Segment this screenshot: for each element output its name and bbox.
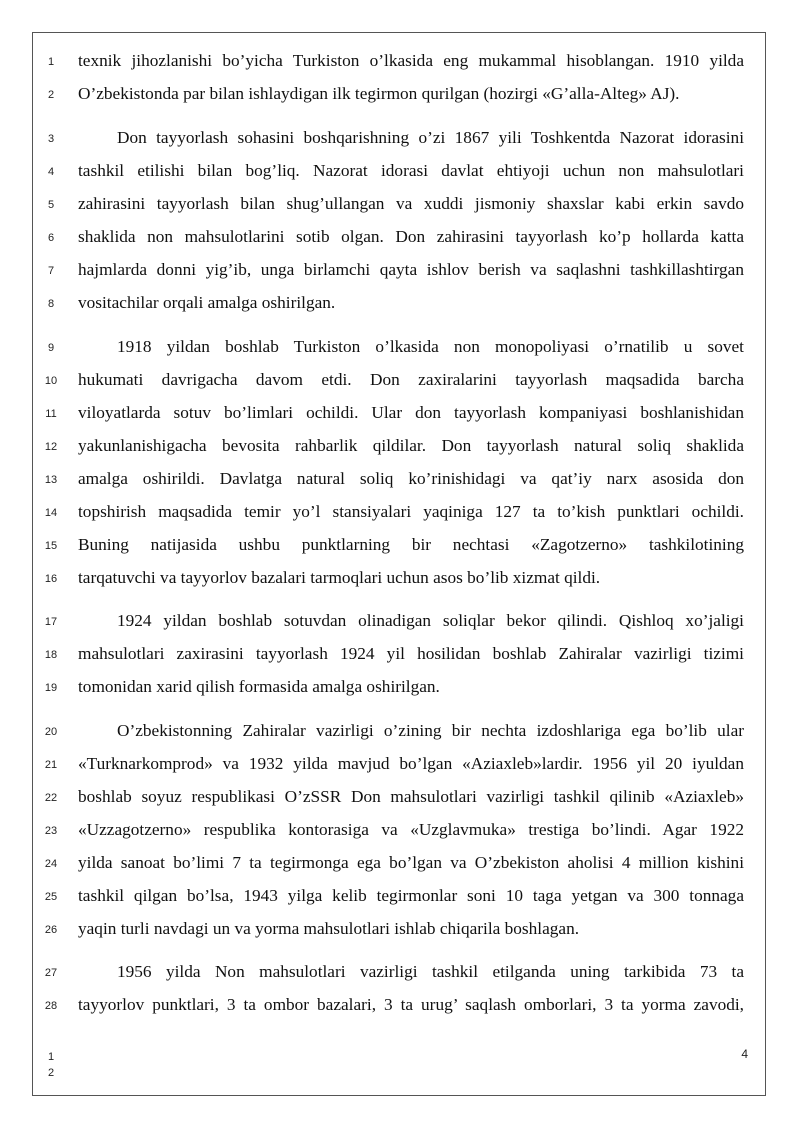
- line-number: 15: [44, 540, 58, 552]
- line-number: 19: [44, 682, 58, 694]
- text-line: 1918 yildan boshlab Turkiston o’lkasida non monopoliyasi o’rnatilib u sovet: [117, 337, 744, 356]
- line-number: 12: [44, 441, 58, 453]
- text-line: Buning natijasida ushbu punktlarning bir nechtasi «Zagotzerno» tashkilotining: [78, 535, 744, 554]
- line-number: 13: [44, 474, 58, 486]
- line-number: 23: [44, 825, 58, 837]
- line-number: 3: [47, 133, 55, 145]
- line-number: 28: [44, 1000, 58, 1012]
- page-number: 4: [741, 1047, 748, 1061]
- line-number: 16: [44, 573, 58, 585]
- text-line: hukumati davrigacha davom etdi. Don zaxiralarini tayyorlash maqsadida barcha: [78, 370, 744, 389]
- text-line: «Turknarkomprod» va 1932 yilda mavjud bo’lgan «Aziaxleb»lardir. 1956 yil 20 iyuldan: [78, 754, 744, 773]
- line-number: 24: [44, 858, 58, 870]
- text-line: Don tayyorlash sohasini boshqarishning o’zi 1867 yili Toshkentda Nazorat idorasini: [117, 128, 744, 147]
- line-number: 8: [47, 298, 55, 310]
- line-number: 1: [47, 56, 55, 68]
- text-line: amalga oshirildi. Davlatga natural soliq ko’rinishidagi va qat’iy narx asosida don: [78, 469, 744, 488]
- text-line: yakunlanishigacha bevosita rahbarlik qildilar. Don tayyorlash natural soliq shaklida: [78, 436, 744, 455]
- line-number: 6: [47, 232, 55, 244]
- text-line: tomonidan xarid qilish formasida amalga oshirilgan.: [78, 677, 440, 696]
- text-line: boshlab soyuz respublikasi O’zSSR Don mahsulotlari vazirligi tashkil qilinib «Aziaxleb»: [78, 787, 744, 806]
- text-line: texnik jihozlanishi bo’yicha Turkiston o’lkasida eng mukammal hisoblangan. 1910 yilda: [78, 51, 744, 70]
- text-line: 1956 yilda Non mahsulotlari vazirligi tashkil etilganda uning tarkibida 73 ta: [117, 962, 744, 981]
- line-number: 20: [44, 726, 58, 738]
- line-number: 9: [47, 342, 55, 354]
- line-number: 18: [44, 649, 58, 661]
- text-line: yilda sanoat bo’limi 7 ta tegirmonga ega bo’lgan va O’zbekiston aholisi 4 million kishini: [78, 853, 744, 872]
- text-line: tashkil etilishi bilan bog’liq. Nazorat idorasi davlat ehtiyoji uchun non mahsulotlari: [78, 161, 744, 180]
- line-number: 25: [44, 891, 58, 903]
- line-number: 21: [44, 759, 58, 771]
- text-line: zahirasini tayyorlash bilan shug’ullangan va xuddi jismoniy shaxslar kabi erkin savdo: [78, 194, 744, 213]
- text-line: hajmlarda donni yig’ib, unga birlamchi qayta ishlov berish va saqlashni tashkillashtirgan: [78, 260, 744, 279]
- line-number: 4: [47, 166, 55, 178]
- text-line: tayyorlov punktlari, 3 ta ombor bazalari, 3 ta urug’ saqlash omborlari, 3 ta yorma zavodi,: [78, 995, 744, 1014]
- line-number: 7: [47, 265, 55, 277]
- line-number: 26: [44, 924, 58, 936]
- text-line: «Uzzagotzerno» respublika kontorasiga va «Uzglavmuka» trestiga bo’lindi. Agar 1922: [78, 820, 744, 839]
- text-line: tarqatuvchi va tayyorlov bazalari tarmoqlari uchun asos bo’lib xizmat qildi.: [78, 568, 601, 587]
- line-number: 14: [44, 507, 58, 519]
- line-number: 27: [44, 967, 58, 979]
- text-line: vositachilar orqali amalga oshirilgan.: [78, 293, 336, 312]
- footer-line-number: 2: [47, 1067, 55, 1079]
- text-line: topshirish maqsadida temir yo’l stansiyalari yaqiniga 127 ta to’kish punktlari ochildi.: [78, 502, 744, 521]
- footer-line-number: 1: [47, 1051, 55, 1063]
- text-line: 1924 yildan boshlab sotuvdan olinadigan soliqlar bekor qilindi. Qishloq xo’jaligi: [117, 611, 744, 630]
- text-line: O’zbekistonda par bilan ishlaydigan ilk tegirmon qurilgan (hozirgi «G’alla-Alteg» AJ).: [78, 84, 680, 103]
- text-line: tashkil qilgan bo’lsa, 1943 yilga kelib tegirmonlar soni 10 taga yetgan va 300 tonnaga: [78, 886, 744, 905]
- line-number: 22: [44, 792, 58, 804]
- line-number: 11: [45, 408, 57, 420]
- text-line: yaqin turli navdagi un va yorma mahsulotlari ishlab chiqarila boshlagan.: [78, 919, 580, 938]
- line-number: 17: [44, 616, 58, 628]
- line-number: 10: [44, 375, 58, 387]
- text-line: mahsulotlari zaxirasini tayyorlash 1924 yil hosilidan boshlab Zahiralar vazirligi tizimi: [78, 644, 744, 663]
- text-line: viloyatlarda sotuv bo’limlari ochildi. Ular don tayyorlash kompaniyasi boshlanishidan: [78, 403, 744, 422]
- line-number: 5: [47, 199, 55, 211]
- text-line: O’zbekistonning Zahiralar vazirligi o’zining bir nechta izdoshlariga ega bo’lib ular: [117, 721, 744, 740]
- text-line: shaklida non mahsulotlarini sotib olgan. Don zahirasini tayyorlash ko’p hollarda katta: [78, 227, 744, 246]
- line-number: 2: [47, 89, 55, 101]
